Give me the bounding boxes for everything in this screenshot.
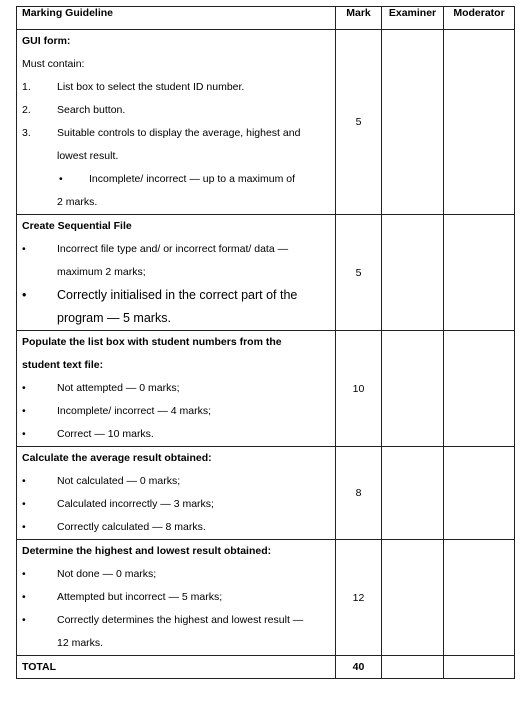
criterion-title: Determine the highest and lowest result obtained:: [22, 545, 272, 557]
criterion-cell: [17, 30, 336, 215]
item-number: 3.: [22, 127, 31, 139]
sub-bullet-item: [17, 168, 335, 191]
moderator-total-cell[interactable]: [444, 656, 515, 679]
item-text: Incorrect file type and/ or incorrect format/ data —: [57, 243, 289, 255]
bullet-icon: •: [22, 243, 26, 255]
bullet-icon: •: [22, 521, 26, 533]
bullet-icon: •: [22, 288, 27, 302]
item-number: 1.: [22, 81, 31, 93]
list-item: [17, 284, 335, 307]
list-item: [17, 377, 335, 400]
item-text: Suitable controls to display the average, highest and: [57, 127, 301, 139]
item-text: Correctly initialised in the correct part of the: [57, 288, 298, 302]
list-item: [17, 516, 335, 539]
header-moderator: Moderator: [444, 7, 515, 30]
item-continuation: 12 marks.: [57, 637, 104, 649]
header-mark: Mark: [336, 7, 382, 30]
item-text: Correctly determines the highest and lowest result —: [57, 614, 304, 626]
bullet-icon: •: [22, 405, 26, 417]
list-item: [17, 609, 335, 632]
criterion-cell: [17, 447, 336, 540]
bullet-icon: •: [22, 475, 26, 487]
list-item: [17, 563, 335, 586]
item-text: Not calculated — 0 marks;: [57, 475, 181, 487]
moderator-cell[interactable]: [444, 331, 515, 447]
criterion-row-sequential-file: [17, 215, 515, 331]
mark-value: 12: [336, 540, 382, 656]
header-guideline: Marking Guideline: [17, 7, 336, 30]
criterion-title: Calculate the average result obtained:: [22, 452, 212, 464]
item-text: Calculated incorrectly — 3 marks;: [57, 498, 214, 510]
item-continuation: lowest result.: [57, 150, 119, 162]
bullet-icon: •: [22, 382, 26, 394]
bullet-icon: •: [22, 498, 26, 510]
mark-value: 5: [336, 30, 382, 215]
moderator-cell[interactable]: [444, 447, 515, 540]
item-text: Attempted but incorrect — 5 marks;: [57, 591, 223, 603]
moderator-cell[interactable]: [444, 540, 515, 656]
criterion-intro: Must contain:: [22, 58, 85, 70]
item-text: Incomplete/ incorrect — 4 marks;: [57, 405, 212, 417]
item-text: Incomplete/ incorrect — up to a maximum of: [89, 173, 295, 185]
mark-value: 10: [336, 331, 382, 447]
total-label: TOTAL: [17, 656, 336, 679]
mark-value: 5: [336, 215, 382, 331]
examiner-cell[interactable]: [382, 30, 444, 215]
criterion-title-cont: student text file:: [22, 359, 104, 371]
criterion-cell: [17, 331, 336, 447]
examiner-cell[interactable]: [382, 540, 444, 656]
criterion-cell: [17, 540, 336, 656]
item-text: List box to select the student ID number.: [57, 81, 245, 93]
item-text: Correctly calculated — 8 marks.: [57, 521, 206, 533]
criterion-row-average: [17, 447, 515, 540]
total-row: [17, 656, 515, 679]
list-item: [17, 493, 335, 516]
list-item: [17, 238, 335, 261]
list-item: [17, 423, 335, 446]
list-item: [17, 122, 335, 145]
list-item: [17, 586, 335, 609]
list-item: [17, 99, 335, 122]
moderator-cell[interactable]: [444, 30, 515, 215]
criterion-title: Create Sequential File: [22, 220, 132, 232]
bullet-icon: •: [59, 173, 63, 185]
examiner-total-cell[interactable]: [382, 656, 444, 679]
item-continuation: program — 5 marks.: [57, 311, 171, 325]
item-text: Correct — 10 marks.: [57, 428, 154, 440]
criterion-title: Populate the list box with student numbers from the: [22, 336, 282, 348]
criterion-row-highest-lowest: [17, 540, 515, 656]
moderator-cell[interactable]: [444, 215, 515, 331]
list-item: [17, 76, 335, 99]
item-continuation: 2 marks.: [57, 196, 98, 208]
bullet-icon: •: [22, 568, 26, 580]
criterion-cell: [17, 215, 336, 331]
item-text: Not done — 0 marks;: [57, 568, 157, 580]
criterion-title: GUI form:: [22, 35, 71, 47]
examiner-cell[interactable]: [382, 447, 444, 540]
marking-guideline-table: [16, 6, 515, 679]
list-item: [17, 470, 335, 493]
header-row: [17, 7, 515, 30]
item-number: 2.: [22, 104, 31, 116]
bullet-icon: •: [22, 428, 26, 440]
item-continuation: maximum 2 marks;: [57, 266, 146, 278]
item-text: Not attempted — 0 marks;: [57, 382, 180, 394]
bullet-icon: •: [22, 591, 26, 603]
criterion-row-populate-list: [17, 331, 515, 447]
criterion-row-gui-form: [17, 30, 515, 215]
examiner-cell[interactable]: [382, 215, 444, 331]
item-text: Search button.: [57, 104, 126, 116]
total-mark: 40: [336, 656, 382, 679]
mark-value: 8: [336, 447, 382, 540]
examiner-cell[interactable]: [382, 331, 444, 447]
header-examiner: Examiner: [382, 7, 444, 30]
list-item: [17, 400, 335, 423]
bullet-icon: •: [22, 614, 26, 626]
